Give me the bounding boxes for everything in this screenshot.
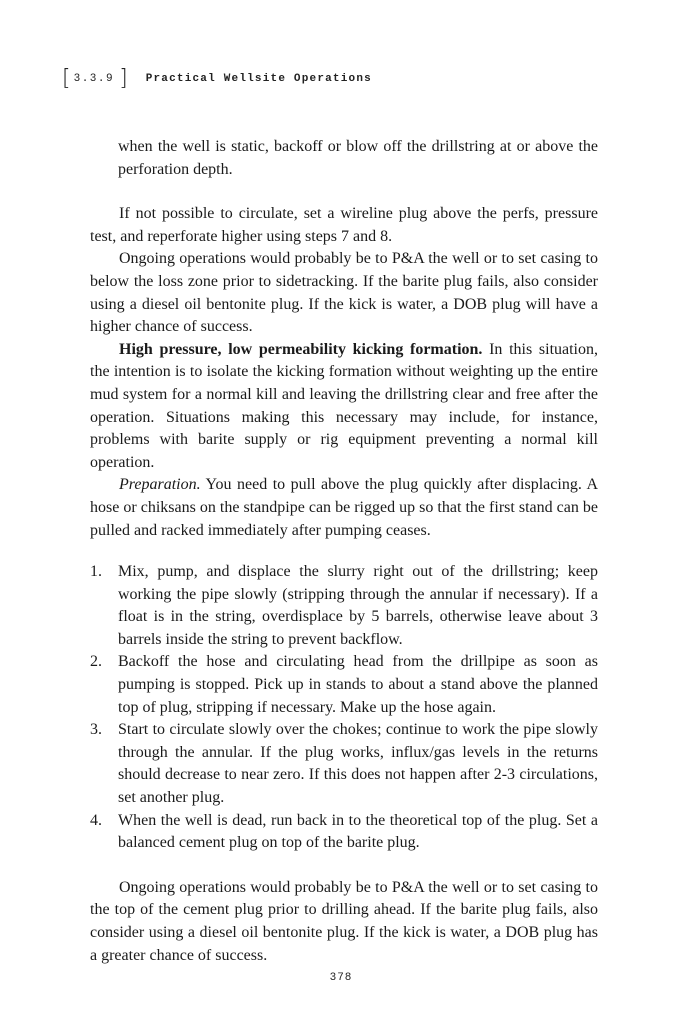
run-in-heading: High pressure, low permeability kicking formation. — [119, 340, 483, 358]
list-item — [90, 651, 598, 719]
paragraph-high-pressure-text: In this situation, the intention is to isolate the kicking formation without weighting up the entire mud system for a normal kill and leaving the drillstring clear and free after the operation. Situations making this necessary may include, for instance, problems with barite supply or rig equipment preventing a normal kill operation. — [90, 340, 599, 471]
section-number: 3.3.9 — [73, 73, 115, 85]
running-title: Practical Wellsite Operations — [145, 73, 372, 85]
running-header — [62, 68, 372, 90]
paragraph-ongoing-operations-final: Ongoing operations would probably be to P&A the well or to set casing to the top of the cement plug prior to drilling ahead. If the barite plug fails, also consider using a diesel oil bentonite plug. If the kick is water, a DOB plug has a greater chance of success. — [90, 878, 598, 964]
step-text: When the well is dead, run back in to the theoretical top of the plug. Set a balanced cement plug on top of the barite plug. — [118, 811, 598, 852]
paragraph-preparation — [90, 474, 598, 542]
list-item — [90, 810, 598, 855]
paragraph-preparation-text: You need to pull above the plug quickly after displacing. A hose or chiksans on the standpipe can be rigged up so that the first stand can be pulled and racked immediately after pumping ceases. — [90, 476, 598, 539]
paragraph-high-pressure — [90, 339, 598, 475]
step-text: Backoff the hose and circulating head from the drillpipe as soon as pumping is stopped. Pick up in stands to about a stand above the planned top of plug, stripping if necessary. Make up the hose again. — [118, 653, 598, 716]
step-number: 3. — [90, 721, 102, 739]
page-number: 378 — [329, 972, 353, 984]
paragraph-wireline-plug: If not possible to circulate, set a wireline plug above the perfs, pressure test, and reperforate higher using steps 7 and 8. — [90, 205, 598, 245]
list-item — [90, 719, 598, 809]
step-text: Mix, pump, and displace the slurry right out of the drillstring; keep working the pipe slowly (stripping through the annular if necessary). If a float is in the string, overdisplace by 5 barrels, otherwise leave about 3 barrels inside the string to prevent backflow. — [118, 563, 598, 648]
paragraph-ongoing-operations: Ongoing operations would probably be to P&A the well or to set casing to below the loss zone prior to sidetracking. If the barite plug fails, also consider using a diesel oil bentonite plug. If the kick is water, a DOB plug will have a higher chance of success. — [90, 250, 598, 336]
step-number: 4. — [90, 811, 102, 829]
header-open-bracket: [ — [62, 66, 71, 91]
header-close-bracket: ] — [119, 66, 128, 91]
step-number: 1. — [90, 563, 102, 581]
run-in-heading-italic: Preparation. — [119, 476, 201, 494]
continued-paragraph: when the well is static, backoff or blow off the drillstring at or above the perforation depth. — [118, 138, 598, 178]
step-text: Start to circulate slowly over the chokes; continue to work the pipe slowly through the annular. If the plug works, influx/gas levels in the returns should decrease to near zero. If this does not happen after 2-3 circulations, set another plug. — [118, 721, 598, 807]
list-item — [90, 561, 598, 651]
step-number: 2. — [90, 653, 102, 671]
numbered-steps — [90, 561, 598, 855]
body-text — [90, 136, 598, 967]
